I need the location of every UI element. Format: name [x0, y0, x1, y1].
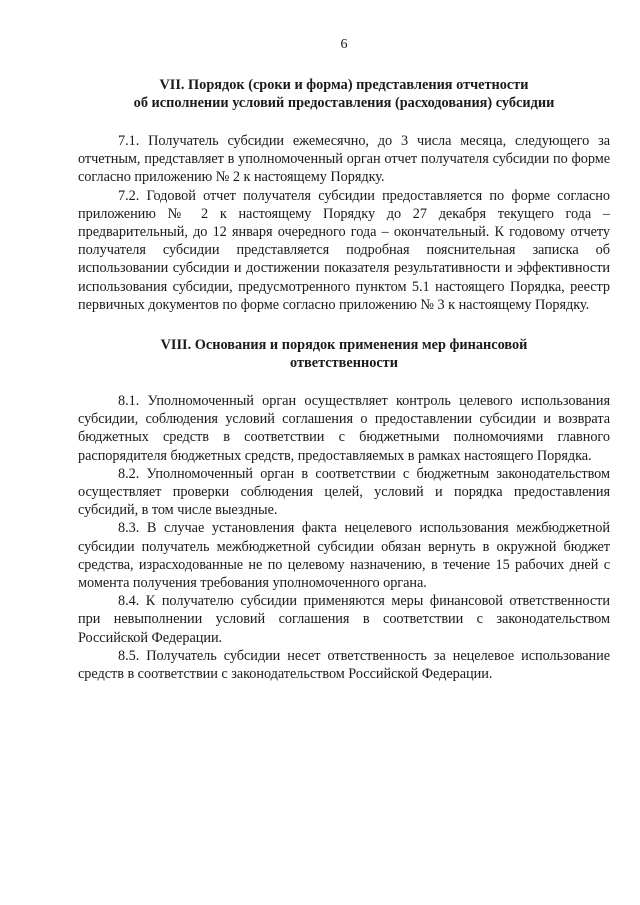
paragraph-8-2: 8.2. Уполномоченный орган в соответствии с бюджетным законодательством осуществляет проверки соблюдения целей, условий и порядка предоставления субсидий, в том числе выездные.	[78, 465, 610, 519]
paragraph-8-4: 8.4. К получателю субсидии применяются меры финансовой ответственности при невыполнении условий соглашения в соответствии с законодательством Российской Федерации.	[78, 593, 610, 646]
paragraph-8-1: 8.1. Уполномоченный орган осуществляет контроль целевого использования субсидии, соблюдения условий соглашения о предоставлении субсидии и возврата бюджетных средств в соответствии с бюджетными полномочиями главного распорядителя бюджетных средств, предоставляемых в рамках настоящего Порядка.	[78, 393, 610, 464]
paragraph-8-5: 8.5. Получатель субсидии несет ответственность за нецелевое использование средств в соответствии с законодательством Российской Федерации.	[78, 647, 610, 683]
paragraph-8-3: 8.3. В случае установления факта нецелевого использования межбюджетной субсидии получатель межбюджетной субсидии обязан вернуть в окружной бюджет средства, израсходованные не по целевому назначению, в течение 15 рабочих дней с момента получения требования уполномоченного органа.	[78, 520, 610, 592]
page-number: 6	[340, 37, 348, 52]
paragraph-7-1: 7.1. Получатель субсидии ежемесячно, до 3 числа месяца, следующего за отчетным, представляет в уполномоченный орган отчет получателя субсидии по форме согласно приложению № 2 к настоящему Порядку.	[78, 133, 610, 186]
section-8-heading	[78, 336, 610, 372]
section-7-body	[78, 132, 610, 314]
section-8-heading-line2: ответственности	[290, 355, 398, 372]
section-7-heading-line1: VII. Порядок (сроки и форма) представления отчетности	[159, 77, 529, 93]
section-8-body	[78, 392, 610, 683]
paragraph-7-2: 7.2. Годовой отчет получателя субсидии предоставляется по форме согласно приложению № 2 к настоящему Порядку до 27 декабря текущего года – предварительный, до 12 января очередного года – окончательный. К годовому отчету получателя субсидии представляется подробная пояснительная записка об использовании субсидии и достижении показателя результативности и эффективности использования субсидии, предусмотренного пунктом 5.1 настоящего Порядка, реестр первичных документов по форме согласно приложению № 3 к настоящему Порядку.	[78, 187, 610, 313]
section-8-heading-line1: VIII. Основания и порядок применения мер финансовой	[160, 337, 528, 354]
section-7-heading-line2: об исполнении условий предоставления (расходования) субсидии	[133, 95, 555, 111]
section-7-heading	[78, 76, 610, 112]
